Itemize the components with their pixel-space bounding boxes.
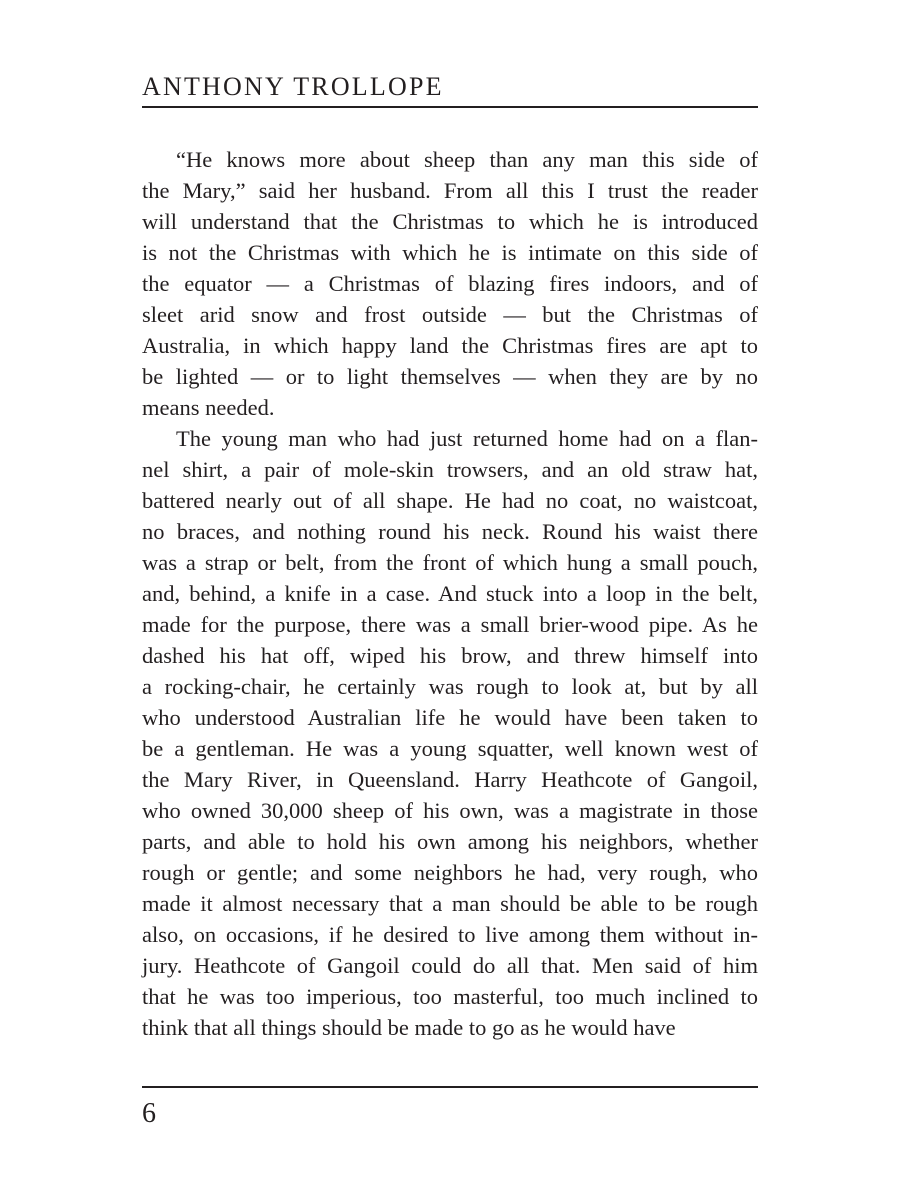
text-line: nel shirt, a pair of mole-skin trowsers, and an old straw hat,	[142, 457, 758, 482]
text-line: “He knows more about sheep than any man this side of	[176, 147, 758, 172]
page-number: 6	[142, 1098, 156, 1129]
text-line: also, on occasions, if he desired to live among them without in-	[142, 922, 758, 947]
text-line: means needed.	[142, 395, 275, 420]
footer-rule	[142, 1086, 758, 1088]
text-line: battered nearly out of all shape. He had no coat, no waistcoat,	[142, 488, 758, 513]
body-text	[142, 144, 758, 1043]
text-line: the Mary,” said her husband. From all this I trust the reader	[142, 178, 758, 203]
text-line: that he was too imperious, too masterful, too much inclined to	[142, 984, 758, 1009]
text-line: jury. Heathcote of Gangoil could do all that. Men said of him	[142, 953, 758, 978]
text-line: be lighted — or to light themselves — when they are by no	[142, 364, 758, 389]
text-line: sleet arid snow and frost outside — but the Christmas of	[142, 302, 758, 327]
text-line: will understand that the Christmas to which he is introduced	[142, 209, 758, 234]
text-line: who owned 30,000 sheep of his own, was a magistrate in those	[142, 798, 758, 823]
text-line: made for the purpose, there was a small brier-wood pipe. As he	[142, 612, 758, 637]
text-line: dashed his hat off, wiped his brow, and threw himself into	[142, 643, 758, 668]
text-line: be a gentleman. He was a young squatter, well known west of	[142, 736, 758, 761]
text-line: no braces, and nothing round his neck. Round his waist there	[142, 519, 758, 544]
text-line: who understood Australian life he would have been taken to	[142, 705, 758, 730]
text-line: Australia, in which happy land the Christmas fires are apt to	[142, 333, 758, 358]
text-line: rough or gentle; and some neighbors he had, very rough, who	[142, 860, 758, 885]
text-line: parts, and able to hold his own among his neighbors, whether	[142, 829, 758, 854]
running-head: ANTHONY TROLLOPE	[142, 72, 444, 101]
text-line: the Mary River, in Queensland. Harry Heathcote of Gangoil,	[142, 767, 758, 792]
text-line: The young man who had just returned home had on a flan-	[176, 426, 758, 451]
text-line: is not the Christmas with which he is intimate on this side of	[142, 240, 758, 265]
text-line: was a strap or belt, from the front of which hung a small pouch,	[142, 550, 758, 575]
header-rule	[142, 106, 758, 108]
text-line: a rocking-chair, he certainly was rough to look at, but by all	[142, 674, 758, 699]
text-line: the equator — a Christmas of blazing fires indoors, and of	[142, 271, 758, 296]
text-line: think that all things should be made to go as he would have	[142, 1015, 676, 1040]
text-line: made it almost necessary that a man should be able to be rough	[142, 891, 758, 916]
text-line: and, behind, a knife in a case. And stuck into a loop in the belt,	[142, 581, 758, 606]
